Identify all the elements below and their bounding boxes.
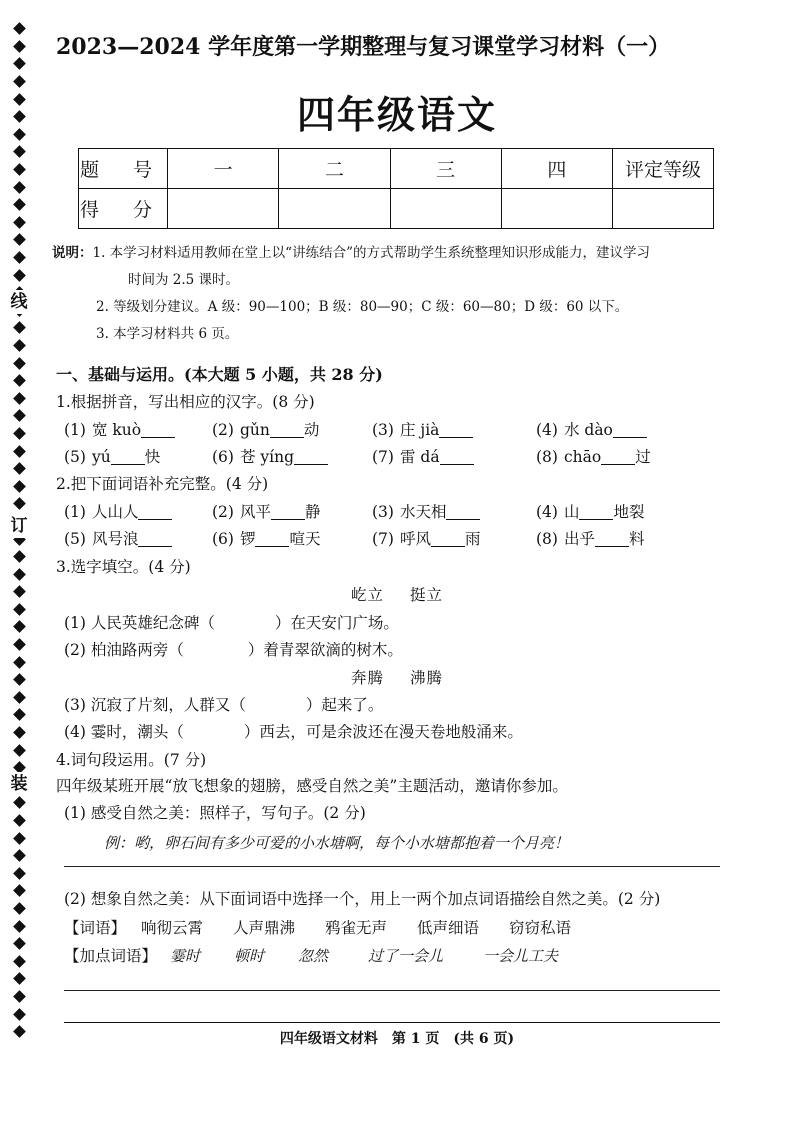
- pinyin-blank[interactable]: [141, 421, 175, 438]
- border-diamond: [13, 497, 26, 510]
- instruction-1: 1. 本学习材料适用教师在堂上以“讲练结合”的方式帮助学生系统整理知识形成能力，建议学习: [92, 245, 650, 261]
- score-table-label-score: 得 分: [79, 189, 168, 229]
- dotted-word: 过了一会儿: [368, 947, 444, 965]
- dotted-word-list: [64, 944, 558, 966]
- vocab-word: 鸦雀无声: [324, 919, 387, 937]
- score-table-col-2: 二: [279, 149, 390, 189]
- question-2-title: 2.把下面词语补充完整。(4 分): [56, 475, 269, 493]
- instructions: [52, 240, 732, 348]
- score-cell-4[interactable]: [501, 189, 612, 229]
- pinyin-blank[interactable]: [294, 448, 328, 465]
- vocab-word: 响彻云霄: [140, 919, 203, 937]
- word-option: 屹立: [351, 586, 385, 604]
- border-diamond: [13, 374, 26, 387]
- border-diamond: [13, 40, 26, 53]
- idiom-blank[interactable]: [446, 503, 480, 520]
- border-diamond: [13, 146, 26, 159]
- page-footer: 四年级语文材料 第 1 页 (共 6 页): [279, 1031, 515, 1047]
- question-4-intro: 四年级某班开展“放飞想象的翅膀，感受自然之美”主题活动，邀请你参加。: [56, 777, 568, 795]
- pinyin-blank[interactable]: [270, 421, 304, 438]
- subject-title: 四年级语文: [296, 92, 497, 137]
- border-diamond: [13, 409, 26, 422]
- word-pair-2: [0, 666, 794, 688]
- word-list-label: 【词语】: [64, 919, 127, 937]
- idiom-blank[interactable]: [579, 503, 613, 520]
- pinyin-item: (1) 宽 kuò: [64, 418, 175, 440]
- border-diamond: [13, 163, 26, 176]
- footer-rule: [64, 1022, 720, 1023]
- border-diamond: [13, 550, 26, 563]
- dotted-word: 霎时: [169, 947, 200, 965]
- score-cell-3[interactable]: [390, 189, 501, 229]
- score-table-header-row: [79, 149, 714, 189]
- score-table-col-3: 三: [390, 149, 501, 189]
- border-diamond: [13, 972, 26, 985]
- border-diamond: [13, 744, 26, 757]
- border-diamond: [13, 480, 26, 493]
- q3-sentence-4: (4) 霎时，潮头（ ）西去，可是余波还在漫天卷地般涌来。: [64, 723, 523, 741]
- border-diamond: [13, 1008, 26, 1021]
- word-list: [64, 916, 571, 938]
- score-table: [78, 148, 714, 229]
- word-option: 沸腾: [409, 669, 443, 687]
- border-diamond: [13, 920, 26, 933]
- border-diamond: [13, 269, 26, 282]
- pinyin-blank[interactable]: [601, 448, 635, 465]
- vocab-word: 窃窃私语: [509, 919, 572, 937]
- idiom-item: (4) 山 地裂: [536, 503, 645, 521]
- question-4-title: 4.词句段运用。(7 分): [56, 751, 207, 769]
- score-table-label-question: 题 号: [79, 149, 168, 189]
- vocab-word: 低声细语: [417, 919, 480, 937]
- border-diamond: [13, 902, 26, 915]
- border-diamond: [13, 832, 26, 845]
- idiom-blank[interactable]: [138, 503, 172, 520]
- idiom-item: (6) 锣 喧天: [212, 530, 321, 548]
- answer-line-1[interactable]: [64, 866, 720, 867]
- binding-label-line: 线: [7, 290, 31, 314]
- score-table-col-grade: 评定等级: [613, 149, 714, 189]
- dotted-word: 一会儿工夫: [483, 947, 559, 965]
- answer-line-2[interactable]: [64, 990, 720, 991]
- border-diamond: [13, 990, 26, 1003]
- question-4-example: 例：哟，卵石间有多少可爱的小水塘啊，每个小水塘都抱着一个月亮！: [104, 834, 570, 852]
- idiom-item: (3) 水天相: [372, 500, 480, 522]
- border-diamond: [13, 867, 26, 880]
- border-diamond: [13, 445, 26, 458]
- score-table-score-row: [79, 189, 714, 229]
- border-diamond: [13, 885, 26, 898]
- border-diamond: [13, 797, 26, 810]
- idiom-blank[interactable]: [595, 530, 629, 547]
- border-diamond: [13, 955, 26, 968]
- question-1-title: 1.根据拼音，写出相应的汉字。(8 分): [56, 393, 315, 411]
- word-pair-1: [0, 583, 794, 605]
- idiom-item: (8) 出乎 料: [536, 530, 645, 548]
- instruction-3: 3. 本学习材料共 6 页。: [96, 326, 239, 342]
- border-diamond: [13, 726, 26, 739]
- border-diamond: [13, 357, 26, 370]
- border-diamond: [13, 181, 26, 194]
- score-cell-grade[interactable]: [613, 189, 714, 229]
- vocab-word: 人声鼎沸: [232, 919, 295, 937]
- idiom-item: (7) 呼风 雨: [372, 530, 481, 548]
- pinyin-item: (8) chāo 过: [536, 448, 651, 466]
- idiom-item: (2) 风平 静: [212, 503, 321, 521]
- binding-label-staple: 订: [7, 514, 31, 538]
- border-diamond: [13, 691, 26, 704]
- binding-label-bind: 装: [7, 772, 31, 796]
- q3-sentence-2: (2) 柏油路两旁（ ）着青翠欲滴的树木。: [64, 641, 403, 659]
- pinyin-item: (6) 苍 yíng: [212, 445, 328, 467]
- pinyin-item: (4) 水 dào: [536, 418, 647, 440]
- pinyin-blank[interactable]: [440, 448, 474, 465]
- pinyin-item: (5) yú 快: [64, 448, 161, 466]
- border-diamond: [13, 251, 26, 264]
- border-diamond: [13, 568, 26, 581]
- border-diamond: [13, 234, 26, 247]
- border-diamond: [13, 709, 26, 722]
- dotted-word-list-label: 【加点词语】: [64, 947, 158, 965]
- score-cell-2[interactable]: [279, 189, 390, 229]
- idiom-blank[interactable]: [431, 530, 465, 547]
- pinyin-item: (2) gǔn 动: [212, 421, 320, 439]
- q3-sentence-1: (1) 人民英雄纪念碑（ ）在天安门广场。: [64, 614, 399, 632]
- section-1-title: 一、基础与运用。(本大题 5 小题，共 28 分): [56, 365, 383, 384]
- pinyin-blank[interactable]: [439, 421, 473, 438]
- border-diamond: [13, 638, 26, 651]
- question-3-title: 3.选字填空。(4 分): [56, 558, 191, 576]
- border-diamond: [13, 621, 26, 634]
- border-diamond: [13, 216, 26, 229]
- border-diamond: [13, 462, 26, 475]
- border-diamond: [13, 322, 26, 335]
- border-diamond: [13, 339, 26, 352]
- border-diamond: [13, 427, 26, 440]
- dotted-word: 忽然: [297, 947, 328, 965]
- document-header-title: 2023—2024 学年度第一学期整理与复习课堂学习材料（一）: [56, 34, 671, 60]
- border-diamond: [13, 937, 26, 950]
- border-diamond: [13, 392, 26, 405]
- binding-margin: [6, 20, 32, 1040]
- word-option: 挺立: [409, 586, 443, 604]
- border-diamond: [13, 814, 26, 827]
- idiom-item: (1) 人山人: [64, 500, 172, 522]
- border-diamond: [13, 58, 26, 71]
- instruction-2: 2. 等级划分建议。A 级：90—100；B 级：80—90；C 级：60—80；D 级：60 以下。: [96, 299, 629, 315]
- question-4-sub-2: (2) 想象自然之美：从下面词语中选择一个，用上一两个加点词语描绘自然之美。(2 分): [64, 890, 661, 908]
- pinyin-blank[interactable]: [111, 448, 145, 465]
- word-option: 奔腾: [351, 669, 385, 687]
- border-diamond: [13, 849, 26, 862]
- dotted-word: 顿时: [233, 947, 264, 965]
- score-table-col-1: 一: [168, 149, 279, 189]
- idiom-blank[interactable]: [138, 530, 172, 547]
- instruction-1-cont: 时间为 2.5 课时。: [128, 272, 240, 288]
- border-diamond: [13, 198, 26, 211]
- score-cell-1[interactable]: [168, 189, 279, 229]
- pinyin-blank[interactable]: [613, 421, 647, 438]
- idiom-item: (5) 风号浪: [64, 527, 172, 549]
- pinyin-item: (3) 庄 jià: [372, 418, 473, 440]
- instructions-label: 说明：: [52, 245, 93, 261]
- question-4-sub-1: (1) 感受自然之美：照样子，写句子。(2 分): [64, 804, 366, 822]
- q3-sentence-3: (3) 沉寂了片刻，人群又（ ）起来了。: [64, 696, 384, 714]
- border-diamond: [13, 22, 26, 35]
- idiom-blank[interactable]: [255, 530, 289, 547]
- pinyin-item: (7) 雷 dá: [372, 445, 474, 467]
- idiom-blank[interactable]: [271, 503, 305, 520]
- score-table-col-4: 四: [501, 149, 612, 189]
